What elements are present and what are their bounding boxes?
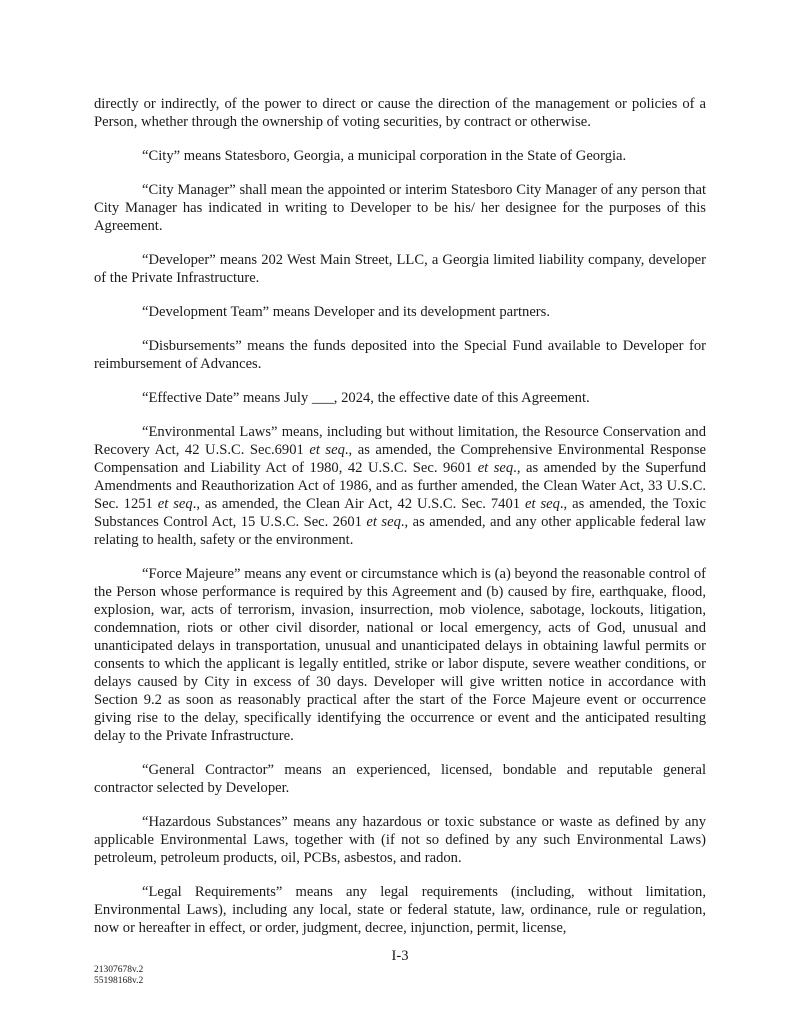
definition-paragraph-continued: directly or indirectly, of the power to direct or cause the direction of the management or policies of a Person, whether through the ownership of voting securities, by contract or otherwise.	[94, 96, 706, 130]
italic-et-seq: et seq	[366, 514, 401, 530]
italic-et-seq: et seq	[157, 496, 193, 512]
document-body	[94, 95, 706, 953]
definition-disbursements: “Disbursements” means the funds deposited into the Special Fund available to Developer for reimbursement of Advances.	[94, 338, 706, 372]
definition-hazardous-substances: “Hazardous Substances” means any hazardous or toxic substance or waste as defined by any applicable Environmental Laws, together with (if not so defined by any such Environmental Laws) petroleum, petroleum products, oil, PCBs, asbestos, and radon.	[94, 814, 706, 866]
doc-id: 21307678v.2	[94, 965, 144, 975]
text-segment: ., as amended, the Comprehensive Environmental Response Compensation and Liability Act of 1980, 42 U.S.C. Sec. 9601	[94, 442, 706, 476]
italic-et-seq: et seq	[309, 442, 345, 458]
definition-effective-date: “Effective Date” means July ___, 2024, the effective date of this Agreement.	[142, 390, 590, 406]
definition-city: “City” means Statesboro, Georgia, a municipal corporation in the State of Georgia.	[142, 148, 627, 164]
text-segment: “Environmental Laws” means, including but without limitation, the Resource Conservation and Recovery Act, 42 U.S.C. Sec.6901	[94, 424, 706, 458]
text-segment: ., as amended, the Clean Air Act, 42 U.S.C. Sec. 7401	[192, 496, 525, 512]
definition-force-majeure: “Force Majeure” means any event or circumstance which is (a) beyond the reasonable control of the Person whose performance is required by this Agreement and (b) caused by fire, earthquake, flood, explosion, war, acts of terrorism, invasion, insurrection, mob violence, sabotage, lockouts, litigation, condemnation, riots or other civil disorder, national or local emergency, acts of God, unusual and unanticipated delays in transportation, unusual and unanticipated delays in obtaining lawful permits or consents to which the applicant is legally entitled, strike or labor dispute, severe weather conditions, or delays caused by City in excess of 30 days. Developer will give written notice in accordance with Section 9.2 as soon as reasonably practical after the start of the Force Majeure event or occurrence giving rise to the delay, specifically identifying the occurrence or event and the anticipated resulting delay to the Private Infrastructure.	[94, 566, 706, 744]
definition-legal-requirements: “Legal Requirements” means any legal requirements (including, without limitation, Environmental Laws), including any local, state or federal statute, law, ordinance, rule or regulation, now or hereafter in effect, or order, judgment, decree, injunction, permit, license,	[94, 884, 706, 936]
definition-developer: “Developer” means 202 West Main Street, LLC, a Georgia limited liability company, developer of the Private Infrastructure.	[94, 252, 706, 286]
italic-et-seq: et seq	[477, 460, 514, 476]
definition-general-contractor: “General Contractor” means an experienced, licensed, bondable and reputable general contractor selected by Developer.	[94, 762, 706, 796]
definition-city-manager: “City Manager” shall mean the appointed or interim Statesboro City Manager of any person that City Manager has indicated in writing to Developer to be his/ her designee for the purposes of this Agreement.	[94, 182, 706, 234]
text-segment: ., as amended, the Toxic Substances Control Act, 15 U.S.C. Sec. 2601	[94, 496, 706, 530]
text-segment: ., as amended by the Superfund Amendments and Reauthorization Act of 1986, and as further amended, the Clean Water Act, 33 U.S.C. Sec. 1251	[94, 460, 706, 512]
definition-environmental-laws	[94, 423, 706, 549]
page-number: I-3	[391, 948, 409, 964]
definition-development-team: “Development Team” means Developer and its development partners.	[142, 304, 550, 320]
document-ids	[94, 965, 143, 987]
text-segment: ., as amended, and any other applicable federal law relating to health, safety or the environment.	[94, 514, 706, 548]
doc-id: 55198168v.2	[94, 976, 144, 986]
italic-et-seq: et seq	[524, 496, 560, 512]
